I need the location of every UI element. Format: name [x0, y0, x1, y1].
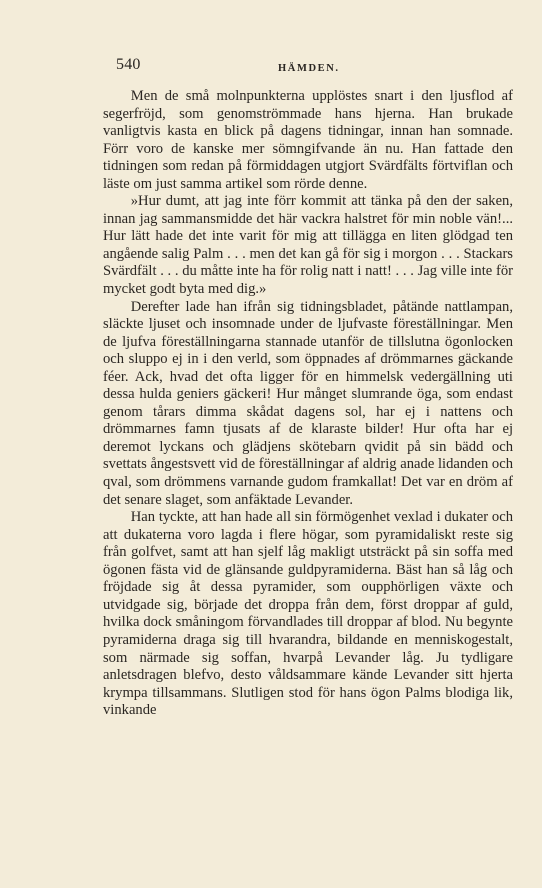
page-number: 540 [116, 56, 141, 73]
paragraph: Derefter lade han ifrån sig tidningsbladet, påtände nattlampan, släckte ljuset och insomnade under de ljufvaste föreställningar. Men de ljufva föreställningarna stannade utanför de tillslutna ögonlocken och sluppo ej in i den verld, som öppnades af drömmarnes gäckande féer. Ack, hvad det ofta ligger för en himmelsk vedergällning uti dessa hulda geniers gäckeri! Hur månget slumrande öga, som endast genom tårars dimma skådat dagens sol, har ej i nattens och drömmarnes famn tjusats af de klaraste bilder! Hur ofta har ej deremot lyckans och glädjens skötebarn qvidit på sin bädd och svettats ångestsvett vid de föreställningar af aldrig anade lidanden och qval, som drömmens varnande gudom framkallat! Det var en dröm af det senare slaget, som anfäktade Levander. [103, 298, 513, 508]
running-head: HÄMDEN. [278, 63, 340, 74]
paragraph: Han tyckte, att han hade all sin förmögenhet vexlad i dukater och att dukaterna voro lagda i flere högar, som pyramidaliskt reste sig från golfvet, samt att han sjelf låg makligt utsträckt på sin soffa med ögonen fästa vid de glänsande guldpyramiderna. Bäst han så låg och fröjdade sig åt dessa pyramider, som oupphörligen växte och utvidgade sig, började det droppa från dem, först droppar af guld, hvilka dock småningom förvandlades till droppar af blod. Nu begynte pyramiderna draga sig till hvarandra, bildande en menniskogestalt, som närmade sig soffan, hvarpå Levander låg. Ju tydligare anletsdragen blefvo, desto våldsammare kände Levander sitt hjerta krympa tillsammans. Slutligen stod för hans ögon Palms blodiga lik, vinkande [103, 509, 513, 719]
page-header [0, 56, 542, 80]
body-text [103, 88, 513, 720]
paragraph: Men de små molnpunkterna upplöstes snart i den ljusflod af segerfröjd, som genomströmmade hans hjerna. Han brukade vanligtvis kasta en blick på dagens tidningar, innan han somnade. Förr voro de kanske mer sömngifvande än nu. Han fattade den tidningen som redan på förmiddagen utgjort Svärdfälts förtviflan och läste om just samma artikel som rörde denne. [103, 88, 513, 192]
paragraph: »Hur dumt, att jag inte förr kommit att tänka på den der saken, innan jag sammansmidde det här vackra halstret för min noble vän!... Hur lätt hade det inte varit för mig att tillägga en liten glödgad ten angående salig Palm . . . men det kan gå för sig i morgon . . . Stackars Svärdfält . . . du måtte inte ha för rolig natt i natt! . . . Jag ville inte för mycket godt byta med dig.» [103, 193, 513, 298]
